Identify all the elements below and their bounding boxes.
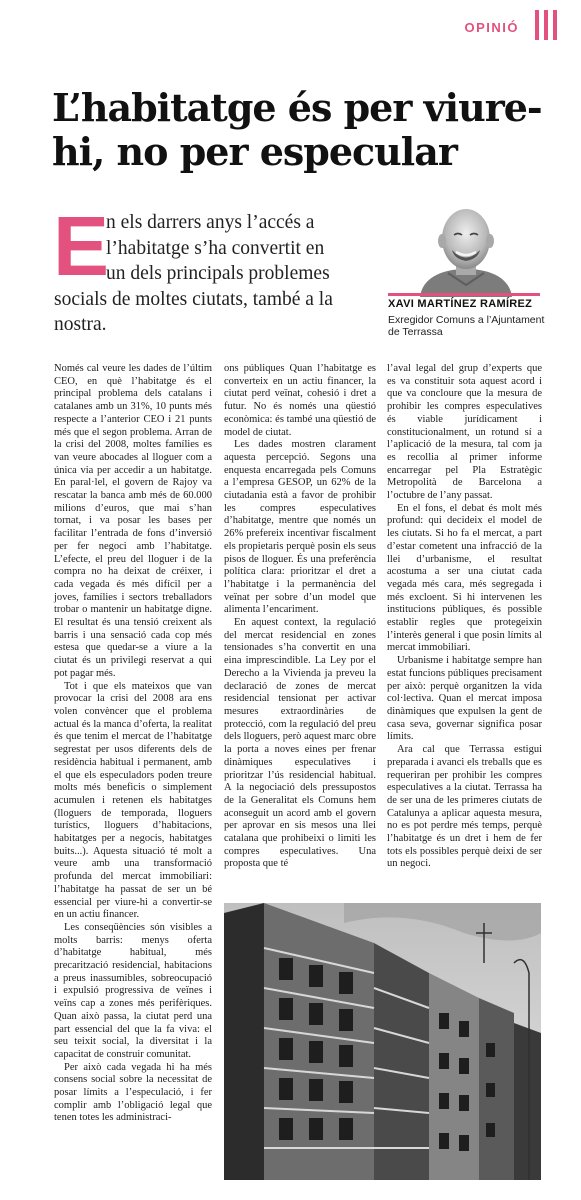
- lede-line: socials de moltes ciutats, també a la: [54, 288, 333, 310]
- headline-line-1: L’habitatge és per viure-: [52, 85, 542, 130]
- paragraph: Ara cal que Terrassa estigui preparada i avanci els treballs que es requeriran per prohibir les compres especulatives a la ciutat. Terrassa ha de ser una de les primeres ciutats de Catalunya a aplicar aquesta mesura, no es pot perdre més temps, perquè l’habitatge és un dret i hem de fer tots els possibles perquè deixi de ser un negoci.: [387, 744, 542, 870]
- paragraph: Les dades mostren clarament aquesta percepció. Segons una enquesta encarregada pels Comuns a l’empresa GESOP, un 62% de la ciutadania està a favor de prohibir les compres especulatives d’habitatge, mentre que només un 26% prefereix incentivar fiscalment els propietaris perquè posin els seus pisos de lloguer. És una preferència política clara: prioritzar el dret a l’habitatge i la permanència del veïnat per sobre d’un model que alimenta l’encariment.: [224, 439, 376, 616]
- section-label: OPINIÓ: [464, 20, 519, 35]
- paragraph: Les conseqüències són visibles a molts barris: menys oferta d’habitatge habitual, més precarització residencial, habitacions a preus inassumibles, sobreocupació i expulsió progressiva de veïnes i veïns cap a zones més perifèriques. Quan això passa, la ciutat perd una part essencial del que la fa viva: el seu teixit social, la diversitat i la capacitat de construir comunitat.: [54, 921, 212, 1060]
- author-role: Exregidor Comuns a l’Ajuntament de Terrassa: [388, 314, 545, 338]
- lede-line: un dels principals problemes: [106, 263, 330, 284]
- article-column-3: [387, 363, 542, 871]
- author-accent-bar: [388, 293, 540, 296]
- lede-line: n els darrers anys l’accés a: [106, 212, 315, 233]
- paragraph: Tot i que els mateixos que van provocar la crisi del 2008 ara ens volen convèncer que el problema actual és la manca d’oferta, la realitat és que tenim el mercat de l’habitatge segrestat per usos diferents dels de residència habitual i permanent, amb el que els especuladors poden treure molts més beneficis o simplement acumulen i retenen els habitatges (lloguers de temporada, lloguers turístics, lloguers d’habitacions, habitatges per a negocis, habitatges buits...). Aquesta situació té molt a veure amb una transformació profunda del mercat immobiliari: l’habitatge ha passat de ser un bé essencial per viure-hi a convertir-se en un actiu financer.: [54, 680, 212, 921]
- lede: [54, 210, 384, 338]
- section-bars-icon: [535, 10, 563, 40]
- author-portrait: [410, 203, 522, 297]
- apartment-buildings-photo: [224, 903, 541, 1180]
- author-name: XAVI MARTÍNEZ RAMÍREZ: [388, 298, 533, 310]
- paragraph: ons públiques Quan l’habitatge es converteix en un actiu financer, la ciutat perd veïnat, cohesió i dret a futur. No és només una qüestió econòmica: és també una qüestió de model de ciutat.: [224, 363, 376, 438]
- article-column-1: [54, 363, 212, 1125]
- paragraph: En aquest context, la regulació del mercat residencial en zones tensionades s’ha convertit en una eina imprescindible. La Ley por el Derecho a la Vivienda ja preveu la declaració de zones de mercat residencial tensionat per activar mesures extraordinàries de protecció, com la regulació del preu dels lloguers, però aquest marc obre la porta a noves eines per frenar dinàmiques especulatives i prioritzar l’ús residencial habitual. A la negociació dels pressupostos de la Generalitat els Comuns hem aconseguit un acord amb el govern per aprovar en sis mesos una llei catalana que prohibeixi o limiti les compres especulatives. Una proposta que té: [224, 617, 376, 870]
- paragraph: Per això cada vegada hi ha més consens social sobre la necessitat de posar límits a l’especulació, i fer complir amb l’obligació legal que tenen totes les administraci-: [54, 1061, 212, 1124]
- paragraph: l’aval legal del grup d’experts que es va constituir sota aquest acord i que va concloure que la mesura de prohibir les compres especulatives és viable jurídicament i constitucionalment, un rotund sí a l’aplicació de la mesura, tal com ja es recollia al primer informe encarregar pel Pla Estratègic Metropolità de Barcelona a l’octubre de l’any passat.: [387, 363, 542, 502]
- paragraph: Urbanisme i habitatge sempre han estat funcions públiques precisament per això: perquè organitzen la vida col·lectiva. Quan el mercat imposa dinàmiques que expulsen la gent de casa seva, governar significa posar límits.: [387, 655, 542, 743]
- headline: [52, 86, 552, 174]
- dropcap-letter: E: [53, 199, 110, 293]
- lede-line: l’habitatge s’ha convertit en: [106, 237, 325, 259]
- lede-line: nostra.: [54, 314, 107, 335]
- paragraph: Només cal veure les dades de l’últim CEO, en què l’habitatge és el principal problema dels catalans i catalanes amb un 31%, 10 punts més respecte a l’anterior CEO i 21 punts més que el segon problema. Arran de la crisi del 2008, moltes famílies es van veure abocades al lloguer com a única via per accedir a un habitatge. En paral·lel, el govern de Rajoy va rescatar la banca amb més de 60.000 milions d’euros, que mai s’han tornat, i va posar les bases per facilitar l’entrada de fons d’inversió per fer negoci amb l’habitatge. L’efecte, el preu del lloguer i de la compra no ha deixat de créixer, i cada vegada és més difícil per a joves, famílies i sectors treballadors trobar o mantenir un habitatge digne. El resultat és una tensió creixent als barris i una sensació cada cop més estesa que quedar-se a viure a la ciutat és un privilegi reservat a qui pot pagar més.: [54, 363, 212, 679]
- article-column-2: [224, 363, 376, 871]
- headline-line-2: hi, no per especular: [52, 129, 457, 174]
- paragraph: En el fons, el debat és molt més profund: qui decideix el model de les ciutats. Si ho fa el mercat, a part d’estar cometent una infracció de la llei d’urbanisme, el resultat acostuma a ser una ciutat cada vegada més cara, més segregada i més excloent. Si hi intervenen les institucions públiques, és possible establir regles que protegeixin l’interès general i que posin límits al mercat immobiliari.: [387, 502, 542, 654]
